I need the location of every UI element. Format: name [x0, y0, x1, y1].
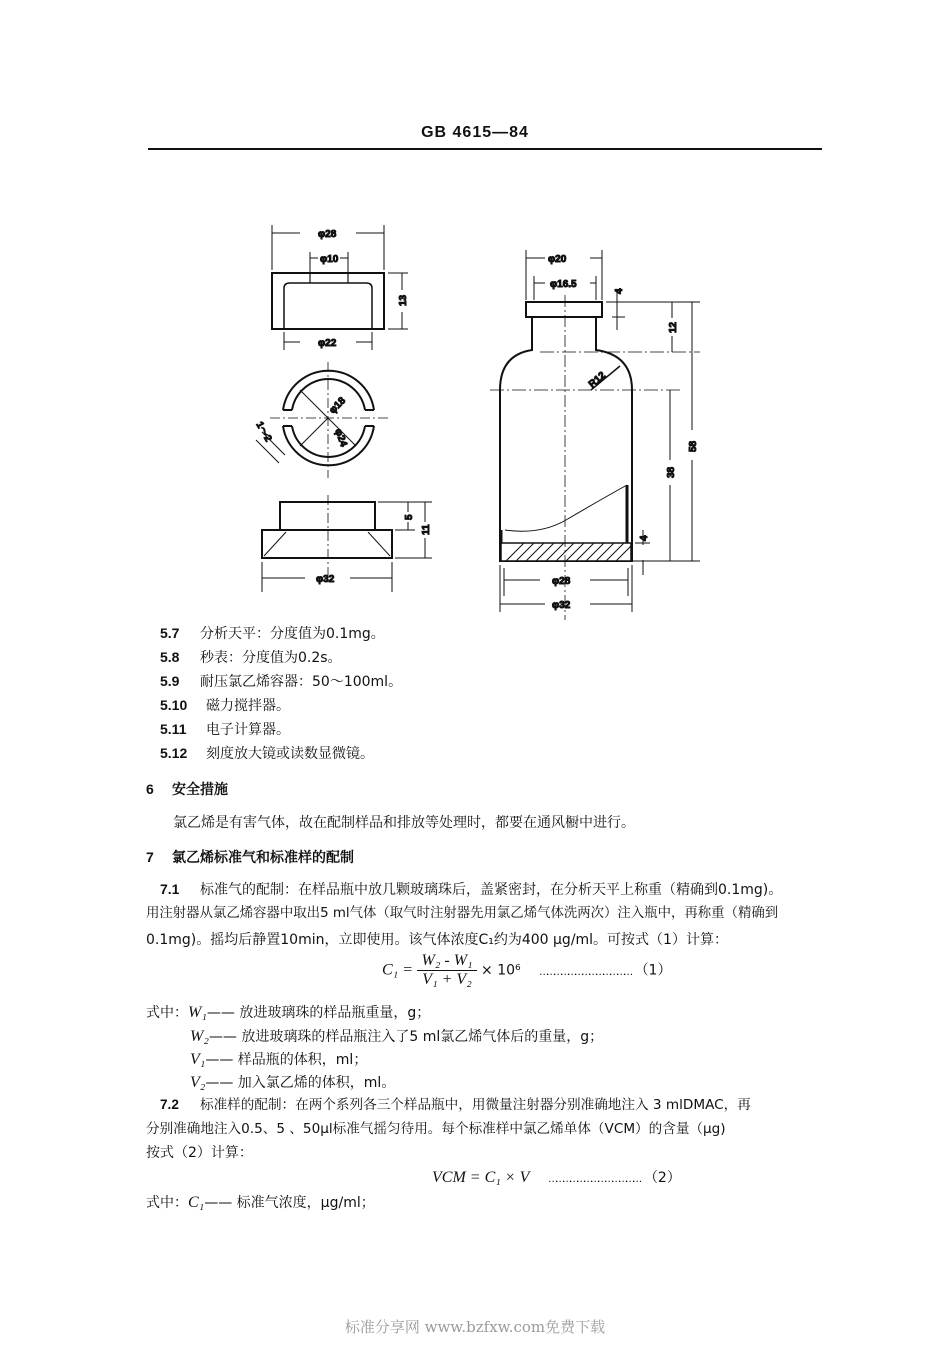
ring-inner-diameter: φ18 [327, 395, 349, 417]
section-title: 氯乙烯标准气和标准样的配制 [172, 850, 354, 866]
formula-leader: ………………………………… [548, 1174, 640, 1185]
equation-number: （1） [634, 962, 672, 979]
item-text: 电子计算器。 [206, 722, 290, 738]
bottle-bottom-thickness: 4 [639, 535, 650, 541]
s71-line1 [160, 880, 782, 899]
base-diameter: φ32 [316, 574, 335, 585]
section-title: 安全措施 [172, 782, 228, 798]
cap-hole-diameter: φ10 [320, 254, 339, 265]
s71-line2: 用注射器从氯乙烯容器中取出5 ml气体（取气时注射器先用氯乙烯气体洗两次）注入瓶中，再称重（精确到 [146, 906, 779, 921]
item-5-7 [160, 624, 385, 643]
bottle-lip-height: 4 [614, 288, 625, 294]
item-text: 分析天平：分度值为0.1mg。 [200, 626, 385, 642]
s72-line3: 按式（2）计算： [146, 1145, 253, 1161]
symbol: C₁ [188, 1194, 205, 1211]
ring-outer-diameter: φ24 [332, 427, 349, 449]
section-number: 7 [146, 849, 154, 865]
item-number: 5.11 [160, 721, 187, 737]
s71-where-2 [190, 1028, 603, 1046]
definition: —— 放进玻璃珠的样品瓶注入了5 ml氯乙烯气体后的重量，g； [208, 1029, 604, 1045]
cap-drawing [272, 273, 384, 329]
watermark: 标准分享网 www.bzfxw.com免费下载 [344, 1318, 606, 1336]
clause-text: 标准样的配制：在两个系列各三个样品瓶中，用微量注射器分别准确地注入 3 mlDMAC，再 [200, 1097, 751, 1113]
item-text: 磁力搅拌器。 [206, 698, 290, 714]
item-number: 5.12 [160, 745, 188, 761]
formula-2 [432, 1167, 681, 1187]
s71-where-3 [190, 1051, 367, 1069]
base-upper-height: 5 [404, 514, 415, 520]
section-7-heading [146, 848, 354, 867]
bottle-outer-diameter: φ32 [552, 600, 571, 611]
item-5-12 [160, 744, 374, 763]
cap-height: 13 [398, 294, 409, 306]
item-5-10 [160, 696, 290, 715]
bottle-inner-diameter: φ28 [552, 576, 571, 587]
item-5-9 [160, 672, 402, 691]
clause-number: 7.1 [160, 881, 180, 897]
definition: —— 加入氯乙烯的体积，ml。 [205, 1075, 396, 1091]
denominator: V₁ + V₂ [422, 971, 472, 988]
where-label: 式中： [146, 1005, 188, 1021]
cap-inner-diameter: φ22 [318, 338, 337, 349]
symbol: V₁ [190, 1051, 206, 1068]
clause-text: 标准气的配制：在样品瓶中放几颗玻璃珠后，盖紧密封，在分析天平上称重（精确到0.1mg)。 [200, 882, 783, 898]
s72-where-1 [146, 1194, 375, 1212]
section-number: 6 [146, 781, 154, 797]
base-drawing [262, 495, 392, 585]
bottle-drawing [490, 295, 700, 620]
where-label: 式中： [146, 1195, 188, 1211]
formula-fraction [417, 952, 476, 989]
base-total-height: 11 [421, 524, 432, 535]
bottle-body-height: 38 [666, 466, 677, 478]
s72-line2: 分别准确地注入0.5、5 、50μl标准气摇匀待用。每个标准样中氯乙烯单体（VCM）的含量（μg) [146, 1121, 726, 1137]
bottle-neck-diameter: φ16.5 [550, 279, 577, 290]
numerator: W₂ - W₁ [417, 952, 476, 971]
bottle-neck-height: 12 [668, 321, 679, 333]
bottle-mouth-diameter: φ20 [548, 254, 567, 265]
formula-1 [382, 952, 671, 989]
formula-leader: ………………………………… [539, 966, 631, 978]
standard-code-header: GB 4615—84 [421, 124, 529, 141]
item-number: 5.10 [160, 697, 188, 713]
s71-line3: 0.1mg)。摇均后静置10min，立即使用。该气体浓度C₁约为400 μg/ml。可按式（1）计算： [146, 932, 728, 948]
definition: —— 标准气浓度，μg/ml； [204, 1195, 375, 1211]
section-6-heading [146, 780, 228, 799]
item-number: 5.7 [160, 625, 180, 641]
symbol: V₂ [190, 1074, 206, 1091]
item-5-8 [160, 648, 342, 667]
cap-outer-diameter: φ28 [318, 229, 337, 240]
s72-line1 [160, 1096, 751, 1114]
s71-where-4 [190, 1074, 395, 1092]
technical-drawing [0, 0, 950, 620]
item-number: 5.8 [160, 649, 180, 665]
definition: —— 样品瓶的体积，ml； [205, 1052, 368, 1068]
symbol: W₁ [188, 1004, 207, 1021]
formula-factor: × 10⁶ [481, 962, 521, 979]
ring-drawing [256, 362, 390, 478]
equation-number: （2） [643, 1170, 681, 1186]
item-text: 耐压氯乙烯容器：50～100ml。 [200, 674, 403, 690]
formula-lhs: C₁ = [382, 961, 414, 979]
item-5-11 [160, 720, 290, 739]
clause-number: 7.2 [160, 1097, 179, 1112]
s71-where-1 [146, 1004, 430, 1022]
item-text: 秒表：分度值为0.2s。 [200, 650, 342, 666]
symbol: W₂ [190, 1028, 209, 1045]
ring-gap: 1～2 [253, 420, 274, 444]
bottle-total-height: 58 [688, 440, 699, 452]
bottle-shoulder-radius: R12 [586, 370, 608, 391]
section-6-paragraph: 氯乙烯是有害气体，故在配制样品和排放等处理时，都要在通风橱中进行。 [173, 815, 635, 831]
formula-expression: VCM = C₁ × V [432, 1169, 530, 1186]
definition: —— 放进玻璃珠的样品瓶重量，g； [206, 1005, 431, 1021]
item-text: 刻度放大镜或读数显微镜。 [206, 746, 374, 762]
item-number: 5.9 [160, 673, 180, 689]
